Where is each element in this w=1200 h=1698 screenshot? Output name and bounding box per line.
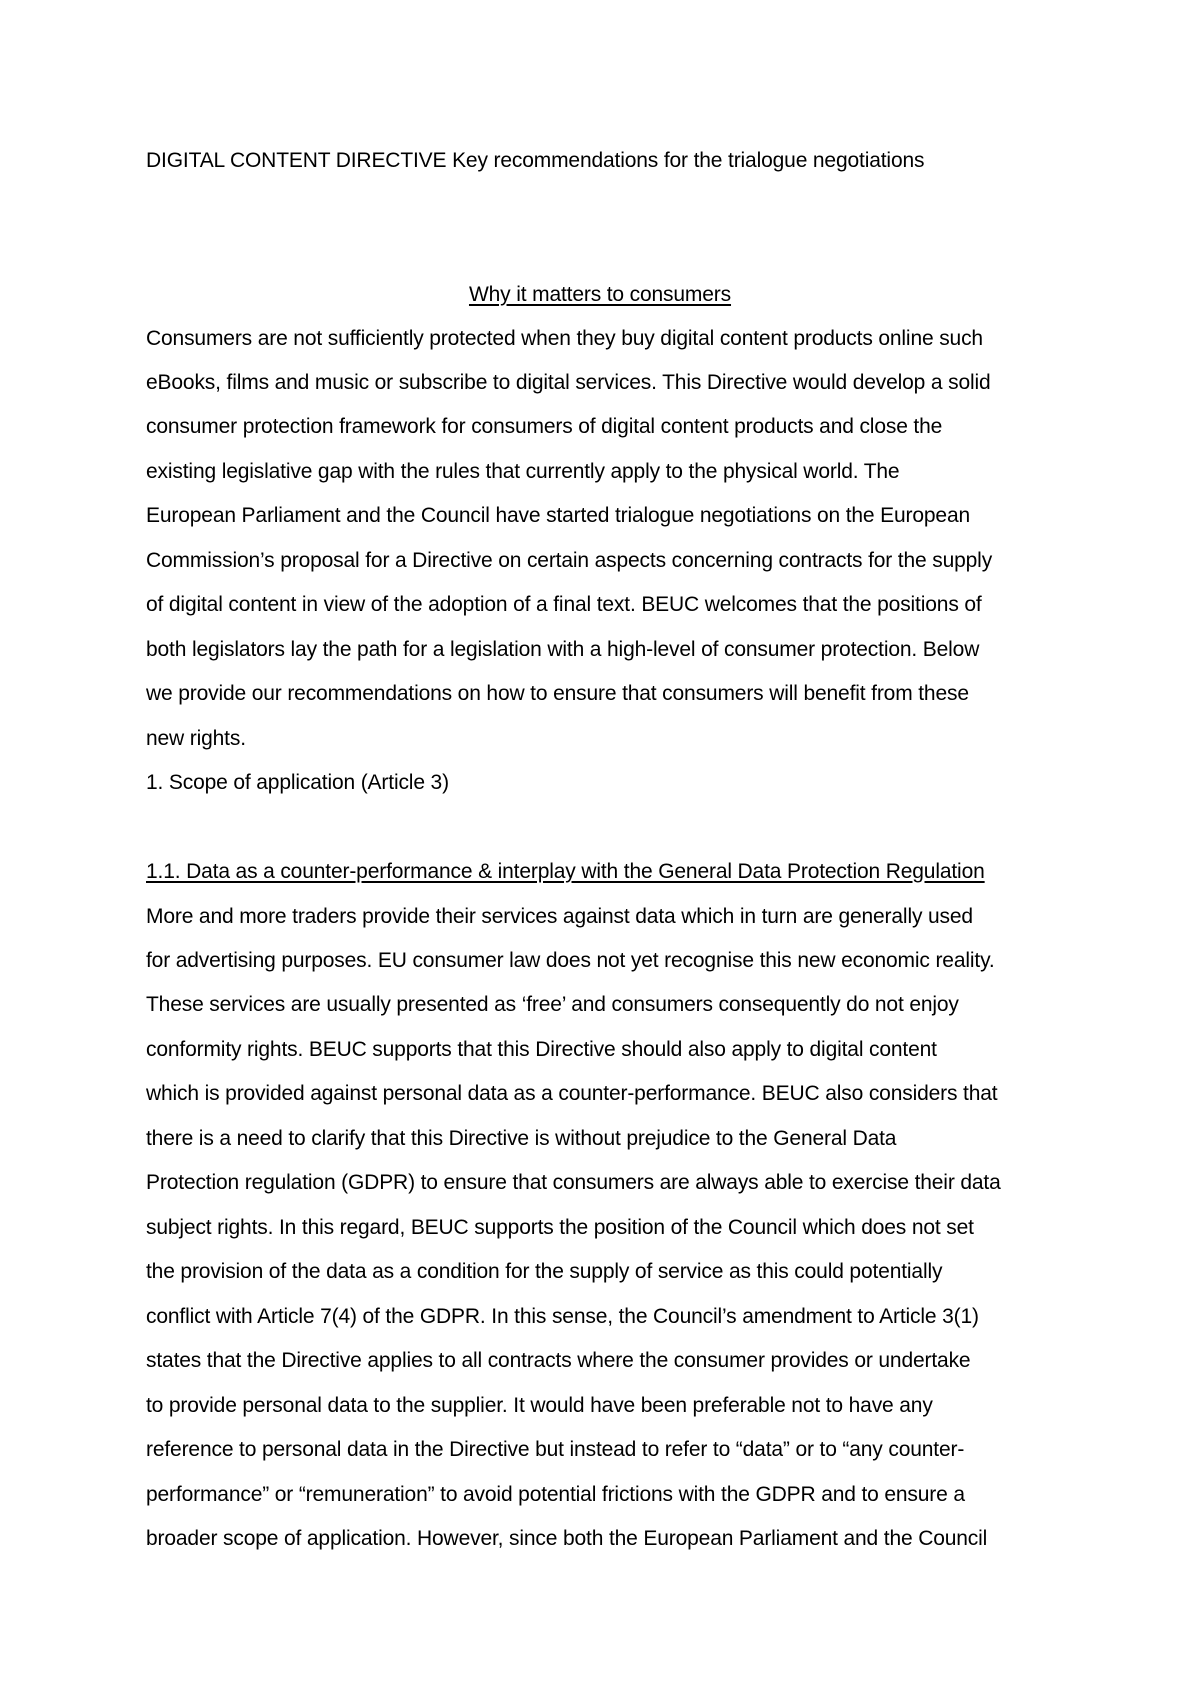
- intro-line: both legislators lay the path for a legislation with a high-level of consumer protection. Below: [146, 638, 980, 661]
- body-line: for advertising purposes. EU consumer law does not yet recognise this new economic reality.: [146, 949, 995, 972]
- body-line: the provision of the data as a condition for the supply of service as this could potentially: [146, 1260, 943, 1283]
- intro-line: European Parliament and the Council have started trialogue negotiations on the European: [146, 504, 971, 527]
- body-line: conformity rights. BEUC supports that this Directive should also apply to digital content: [146, 1038, 937, 1061]
- body-line: which is provided against personal data as a counter-performance. BEUC also considers that: [146, 1082, 998, 1105]
- body-line: broader scope of application. However, since both the European Parliament and the Council: [146, 1527, 988, 1550]
- body-line: These services are usually presented as ‘free’ and consumers consequently do not enjoy: [146, 993, 959, 1016]
- body-line: More and more traders provide their services against data which in turn are generally used: [146, 905, 973, 928]
- intro-line: new rights.: [146, 727, 246, 750]
- body-line: conflict with Article 7(4) of the GDPR. In this sense, the Council’s amendment to Article 3(1): [146, 1305, 979, 1328]
- numbered-heading: 1. Scope of application (Article 3): [146, 771, 449, 794]
- subheading: 1.1. Data as a counter-performance & interplay with the General Data Protection Regulation: [146, 860, 985, 883]
- body-line: states that the Directive applies to all contracts where the consumer provides or undertake: [146, 1349, 971, 1372]
- intro-line: existing legislative gap with the rules that currently apply to the physical world. The: [146, 460, 900, 483]
- body-line: Protection regulation (GDPR) to ensure that consumers are always able to exercise their data: [146, 1171, 1001, 1194]
- intro-line: consumer protection framework for consumers of digital content products and close the: [146, 415, 943, 438]
- intro-line: of digital content in view of the adoption of a final text. BEUC welcomes that the positions of: [146, 593, 982, 616]
- intro-line: Consumers are not sufficiently protected when they buy digital content products online such: [146, 327, 983, 350]
- intro-line: Commission’s proposal for a Directive on certain aspects concerning contracts for the supply: [146, 549, 993, 572]
- intro-line: we provide our recommendations on how to ensure that consumers will benefit from these: [146, 682, 969, 705]
- body-line: to provide personal data to the supplier. It would have been preferable not to have any: [146, 1394, 933, 1417]
- body-line: subject rights. In this regard, BEUC supports the position of the Council which does not set: [146, 1216, 974, 1239]
- intro-line: eBooks, films and music or subscribe to digital services. This Directive would develop a solid: [146, 371, 991, 394]
- body-line: performance” or “remuneration” to avoid potential frictions with the GDPR and to ensure a: [146, 1483, 965, 1506]
- document-title: DIGITAL CONTENT DIRECTIVE Key recommendations for the trialogue negotiations: [146, 149, 925, 172]
- body-line: reference to personal data in the Directive but instead to refer to “data” or to “any counter-: [146, 1438, 965, 1461]
- section-heading: Why it matters to consumers: [468, 283, 732, 306]
- body-line: there is a need to clarify that this Directive is without prejudice to the General Data: [146, 1127, 897, 1150]
